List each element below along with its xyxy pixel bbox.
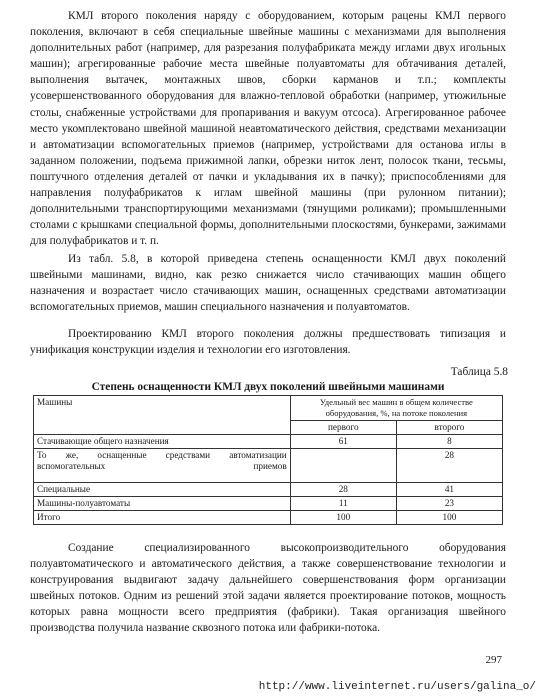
paragraph-design-requirement: Проектированию КМЛ второго поколения должны предшествовать типизация и унификация конструкции изделия и технологии его изготовления. [30, 328, 506, 357]
paragraph-kml-second-generation: КМЛ второго поколения наряду с оборудованием, которым рацены КМЛ первого поколения, включают в себя специальные швейные машины с механизмами для выполнения дополнительных работ (например, для разрезания полуфабриката между иглами двух игольных машин); агрегированные рабочие места швейные полуавтоматы для обтачивания деталей, выполнения вытачек, монтажных швов, сборки карманов и т.п.; комплекты усовершенствованного оборудования для влажно-тепловой обработки (например, утюжильные столы, снабженные устройствами для пропаривания и вакуум отсоса). Агрегированное рабочее место укомплектовано швейной машиной неавтоматического действия, средствами механизации и автоматизации вспомогательных приемов (например, устройствами для останова иглы в заданном положении, подъема прижимной лапки, обрезки ниток лент, полосок ткани, тесьмы, поштучного отделения деталей от пачки и укладывания их в пачку); приспособлениями для направления полуфабрикатов к иглам швейной машины (при рулонном питании); дополнительными транспортирующими механизмами (тянущими роликами); промышленными столами с крышками специальной формы, дополнительными плоскостями, бункерами, зажимами для полуфабрикатов и т. п. [30, 10, 506, 248]
table-row [34, 449, 503, 483]
row-name: Итого [34, 511, 291, 525]
table-row [34, 497, 503, 511]
row-second-value: 28 [396, 449, 502, 483]
header-machines: Машины [34, 396, 291, 435]
row-second-value: 23 [396, 497, 502, 511]
header-share: Удельный вес машин в общем количестве оборудования, %, на потоке поколения [290, 396, 502, 421]
row-first-value: 100 [290, 511, 396, 525]
page-number: 297 [485, 654, 502, 666]
row-name: Машины-полуавтоматы [34, 497, 291, 511]
row-name: То же, оснащенные средствами автоматизации вспомогательных приемов [34, 449, 291, 483]
equipment-table [33, 395, 503, 525]
header-first-generation: первого [290, 421, 396, 435]
table-title: Степень оснащенности КМЛ двух поколений швейными машинами [91, 381, 445, 393]
row-second-value: 8 [396, 435, 502, 449]
source-watermark: http://www.liveinternet.ru/users/galina_o/ [258, 681, 536, 693]
row-name: Стачивающие общего назначения [34, 435, 291, 449]
paragraph-through-flow: Создание специализированного высокопроизводительного оборудования полуавтоматического и автоматического действия, а также совершенствование технологии и конструирования выдвигают задачу дальнейшего совершенствования форм организации швейных потоков. Одним из решений этой задачи является проектирование потоков, мощность которых равна мощности всего предприятия (фабрики). Такая организация швейного производства получила название сквозного потока или фабрики-потока. [30, 542, 506, 635]
row-first-value [290, 449, 396, 483]
row-first-value: 11 [290, 497, 396, 511]
row-first-value: 28 [290, 483, 396, 497]
table-header-row [34, 396, 503, 421]
paragraph-table-reference: Из табл. 5.8, в которой приведена степень оснащенности КМЛ двух поколений швейными машинами, видно, как резко снижается число стачивающих машин общего назначения и возрастает число стачивающих машин, оснащенных средствами автоматизации вспомогательных приемов, машин специального назначения и полуавтоматов. [30, 253, 506, 314]
table-row [34, 435, 503, 449]
table-row [34, 511, 503, 525]
table-number: Таблица 5.8 [450, 366, 508, 378]
row-first-value: 61 [290, 435, 396, 449]
row-second-value: 100 [396, 511, 502, 525]
header-second-generation: второго [396, 421, 502, 435]
row-name: Специальные [34, 483, 291, 497]
row-second-value: 41 [396, 483, 502, 497]
table-row [34, 483, 503, 497]
